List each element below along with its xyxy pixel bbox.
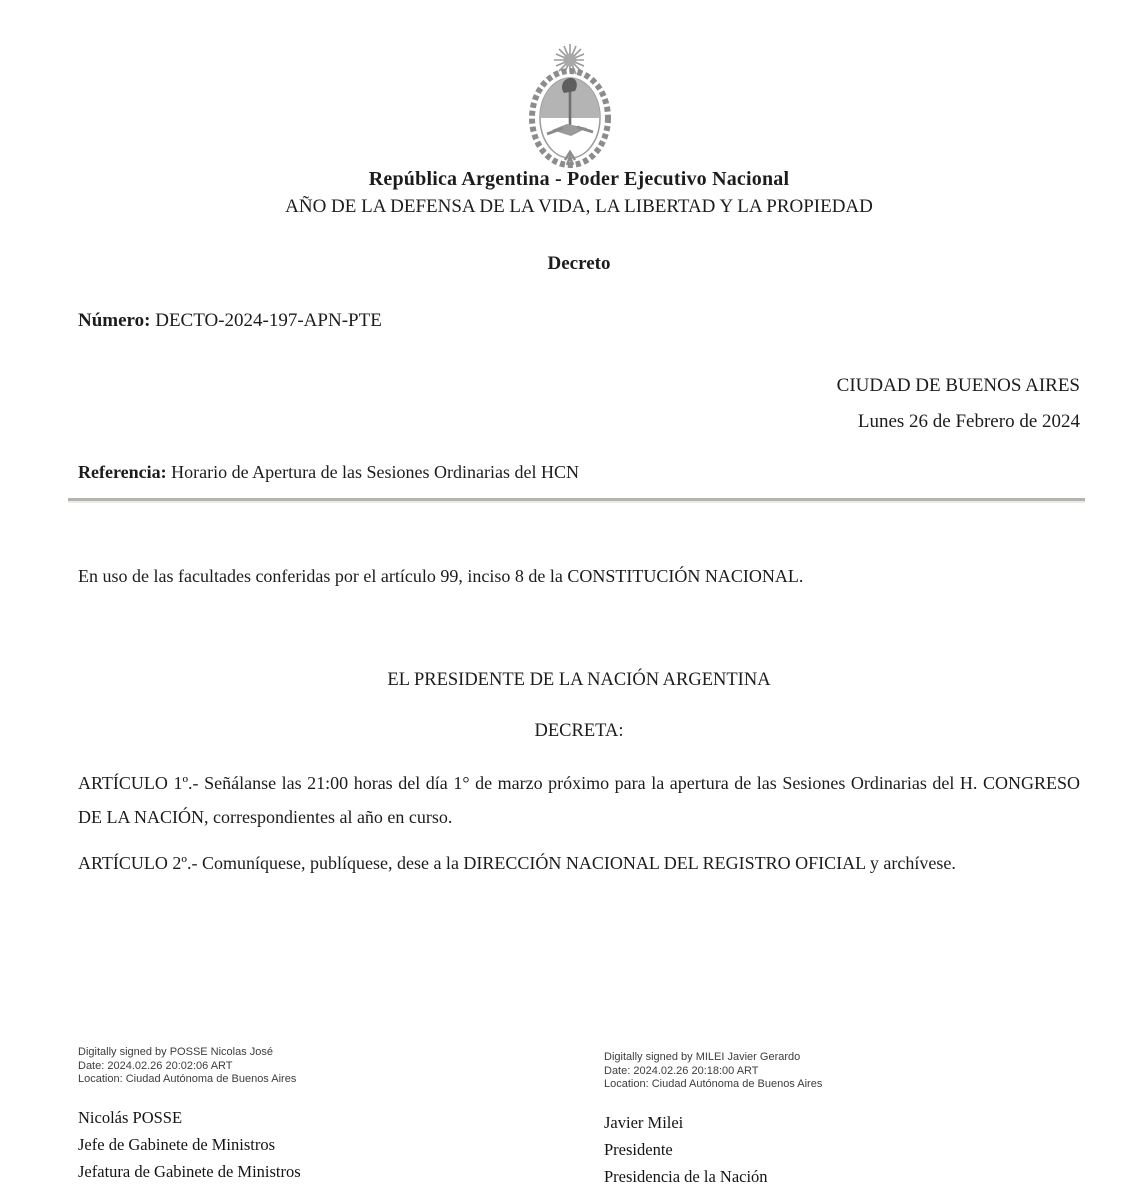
decree-number-label: Número:: [78, 310, 151, 331]
digital-date-line: Date: 2024.02.26 20:18:00 ART: [604, 1064, 759, 1077]
article-1-paragraph: ARTÍCULO 1º.- Señálanse las 21:00 horas del día 1° de marzo próximo para la apertura de las Sesiones Ordinarias del H. CONGRESO DE LA NACIÓN, correspondientes al año en curso.: [78, 773, 1080, 827]
decree-number-value: DECTO-2024-197-APN-PTE: [155, 310, 382, 331]
reference-line: [78, 462, 1080, 483]
signature-block-milei: [604, 1051, 964, 1190]
digital-location-line: Location: Ciudad Autónoma de Buenos Aires: [78, 1073, 297, 1085]
signature-block-posse: [78, 1046, 438, 1185]
signer-identity: [604, 1109, 964, 1190]
signer-identity: [78, 1104, 438, 1185]
reference-value: Horario de Apertura de las Sesiones Ordinarias del HCN: [171, 462, 580, 482]
signer-name: Nicolás POSSE: [78, 1107, 183, 1127]
argentina-coat-of-arms-icon: [507, 42, 633, 170]
decree-word: DECRETA:: [534, 721, 624, 741]
decree-number-line: [78, 310, 1080, 332]
city-line: CIUDAD DE BUENOS AIRES: [836, 375, 1080, 396]
digital-location-line: Location: Ciudad Autónoma de Buenos Aires: [604, 1078, 823, 1090]
document-type-title: Decreto: [547, 253, 611, 274]
digital-signed-by-line: Digitally signed by POSSE Nicolas José: [78, 1046, 274, 1058]
signer-title: Jefe de Gabinete de Ministros: [78, 1134, 276, 1154]
signer-title: Presidente: [604, 1139, 673, 1159]
signer-name: Javier Milei: [604, 1112, 684, 1132]
signer-org: Jefatura de Gabinete de Ministros: [78, 1161, 301, 1181]
date-line: Lunes 26 de Febrero de 2024: [857, 411, 1080, 432]
authority-line: EL PRESIDENTE DE LA NACIÓN ARGENTINA: [387, 670, 771, 690]
header-org-line: República Argentina - Poder Ejecutivo Nacional: [368, 168, 790, 190]
header-year-motto: AÑO DE LA DEFENSA DE LA VIDA, LA LIBERTAD Y LA PROPIEDAD: [285, 196, 873, 217]
reference-label: Referencia:: [78, 462, 167, 482]
horizontal-rule: [68, 498, 1085, 503]
place-date-block: [78, 368, 1080, 440]
digital-date-line: Date: 2024.02.26 20:02:06 ART: [78, 1059, 233, 1072]
digital-signature-meta: [604, 1051, 964, 1092]
article-2-paragraph: ARTÍCULO 2º.- Comuníquese, publíquese, dese a la DIRECCIÓN NACIONAL DEL REGISTRO OFICIAL y archívese.: [78, 853, 956, 873]
digital-signature-meta: [78, 1046, 438, 1087]
preamble-paragraph: En uso de las facultades conferidas por el artículo 99, inciso 8 de la CONSTITUCIÓN NACIONAL.: [78, 566, 804, 586]
digital-signed-by-line: Digitally signed by MILEI Javier Gerardo: [604, 1051, 801, 1063]
signer-org: Presidencia de la Nación: [604, 1166, 768, 1186]
